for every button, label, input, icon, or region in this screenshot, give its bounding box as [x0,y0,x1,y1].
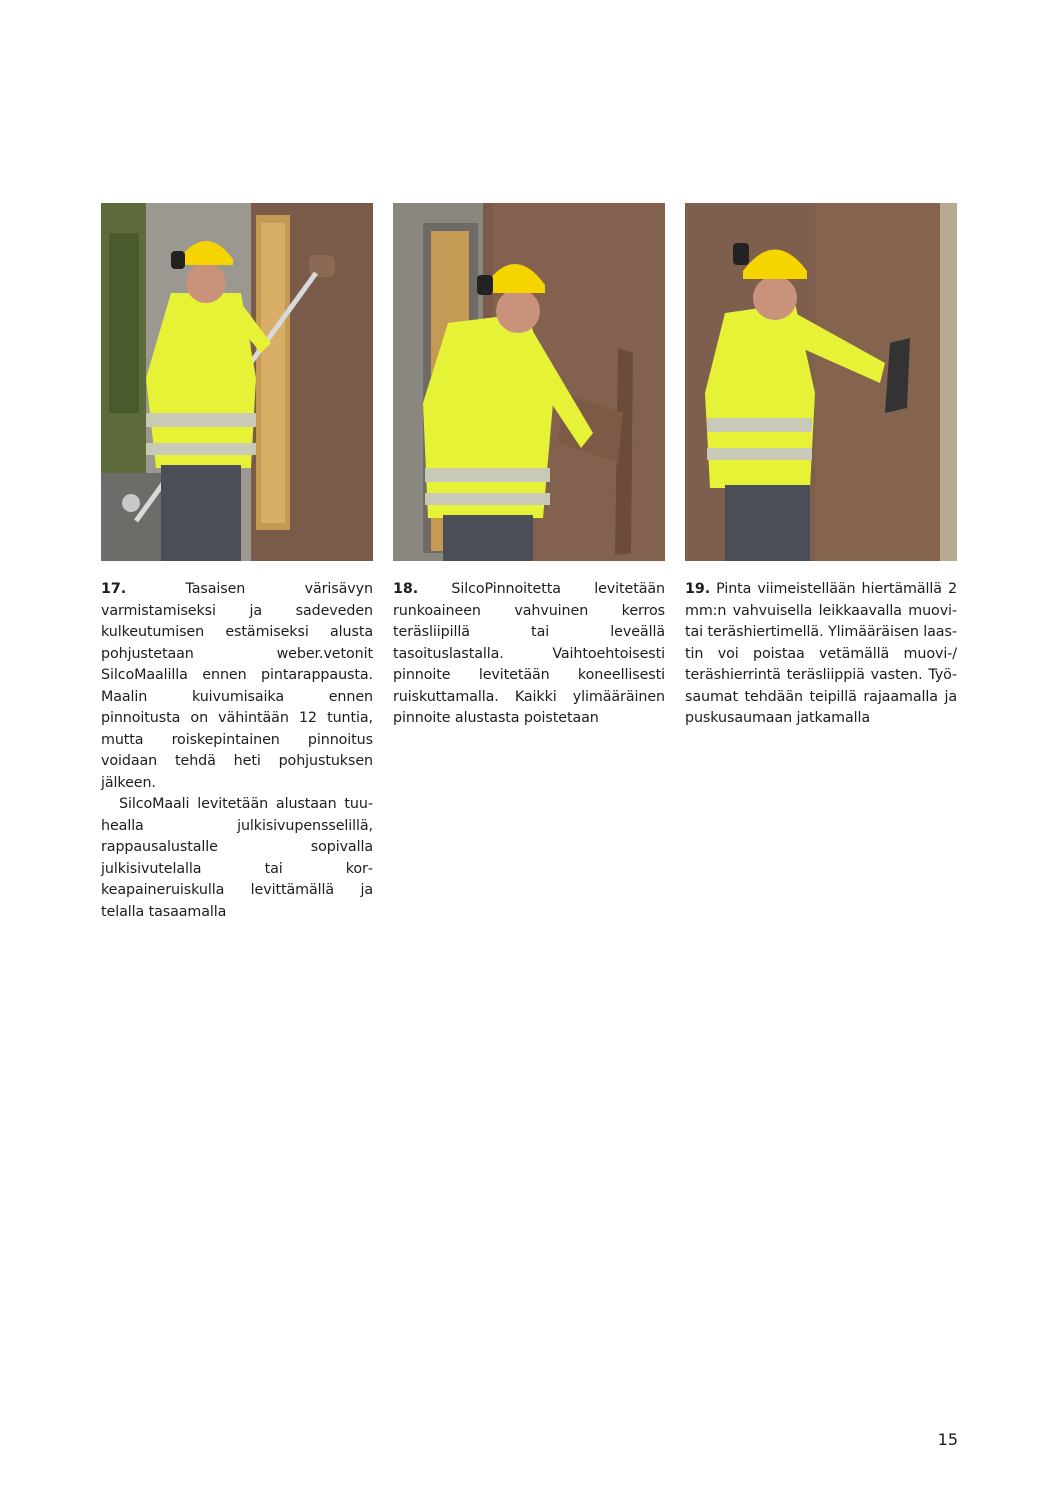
photo-step-19 [685,203,957,561]
caption-text: Tasaisen värisävyn varmistamiseksi ja sadeveden kulkeutumisen estämiseksi alusta pohjustetaan weber.vetonit SilcoMaalilla ennen pintarappausta. Maalin kuivumisaika ennen pinnoitusta on vähintään 12 tuntia, mutta roiskepintainen pinnoitus voidaan tehdä heti pohjustuksen jälkeen. [101,581,373,791]
step-number: 19. [685,581,711,597]
caption-18-paragraph-1 [393,579,665,730]
caption-step-17 [101,579,373,923]
caption-19-paragraph-1 [685,579,957,730]
caption-text: SilcoPinnoitetta levitetään runkoaineen vahvuinen kerros teräsliipillä tai leveällä tasoituslastalla. Vaihtoehtoisesti pinnoite levitetään koneellisesti ruiskuttamalla. Kaikki ylimääräinen pinnoite alustasta poistetaan [393,581,665,726]
photo-step-18 [393,203,665,561]
caption-17-paragraph-2: SilcoMaali levitetään alustaan tuuhealla julkisivupensselillä, rappausalustalle sopivalla julkisivutelalla tai korkeapaineruiskulla levittämällä ja telalla tasaamalla [101,796,373,920]
photo-step-17 [101,203,373,561]
worker-troweling-coating-image [393,203,665,561]
caption-text: Pinta viimeistellään hiertämällä 2 mm:n vahvuisella leikkaavalla muovi- tai teräshiertimellä. Ylimääräisen laastin voi poistaa vetämällä muovi-/ teräshierrintä teräsliippiä vasten. Työsaumat tehdään teipillä rajaamalla ja puskusaumaan jatkamalla [685,581,957,726]
caption-step-18 [393,579,665,730]
caption-17-paragraph-1 [101,579,373,794]
step-number: 17. [101,581,127,597]
caption-step-19 [685,579,957,730]
worker-finishing-surface-image [685,203,957,561]
page-number: 15 [937,1430,958,1449]
worker-rolling-paint-image [101,203,373,561]
step-number: 18. [393,581,419,597]
